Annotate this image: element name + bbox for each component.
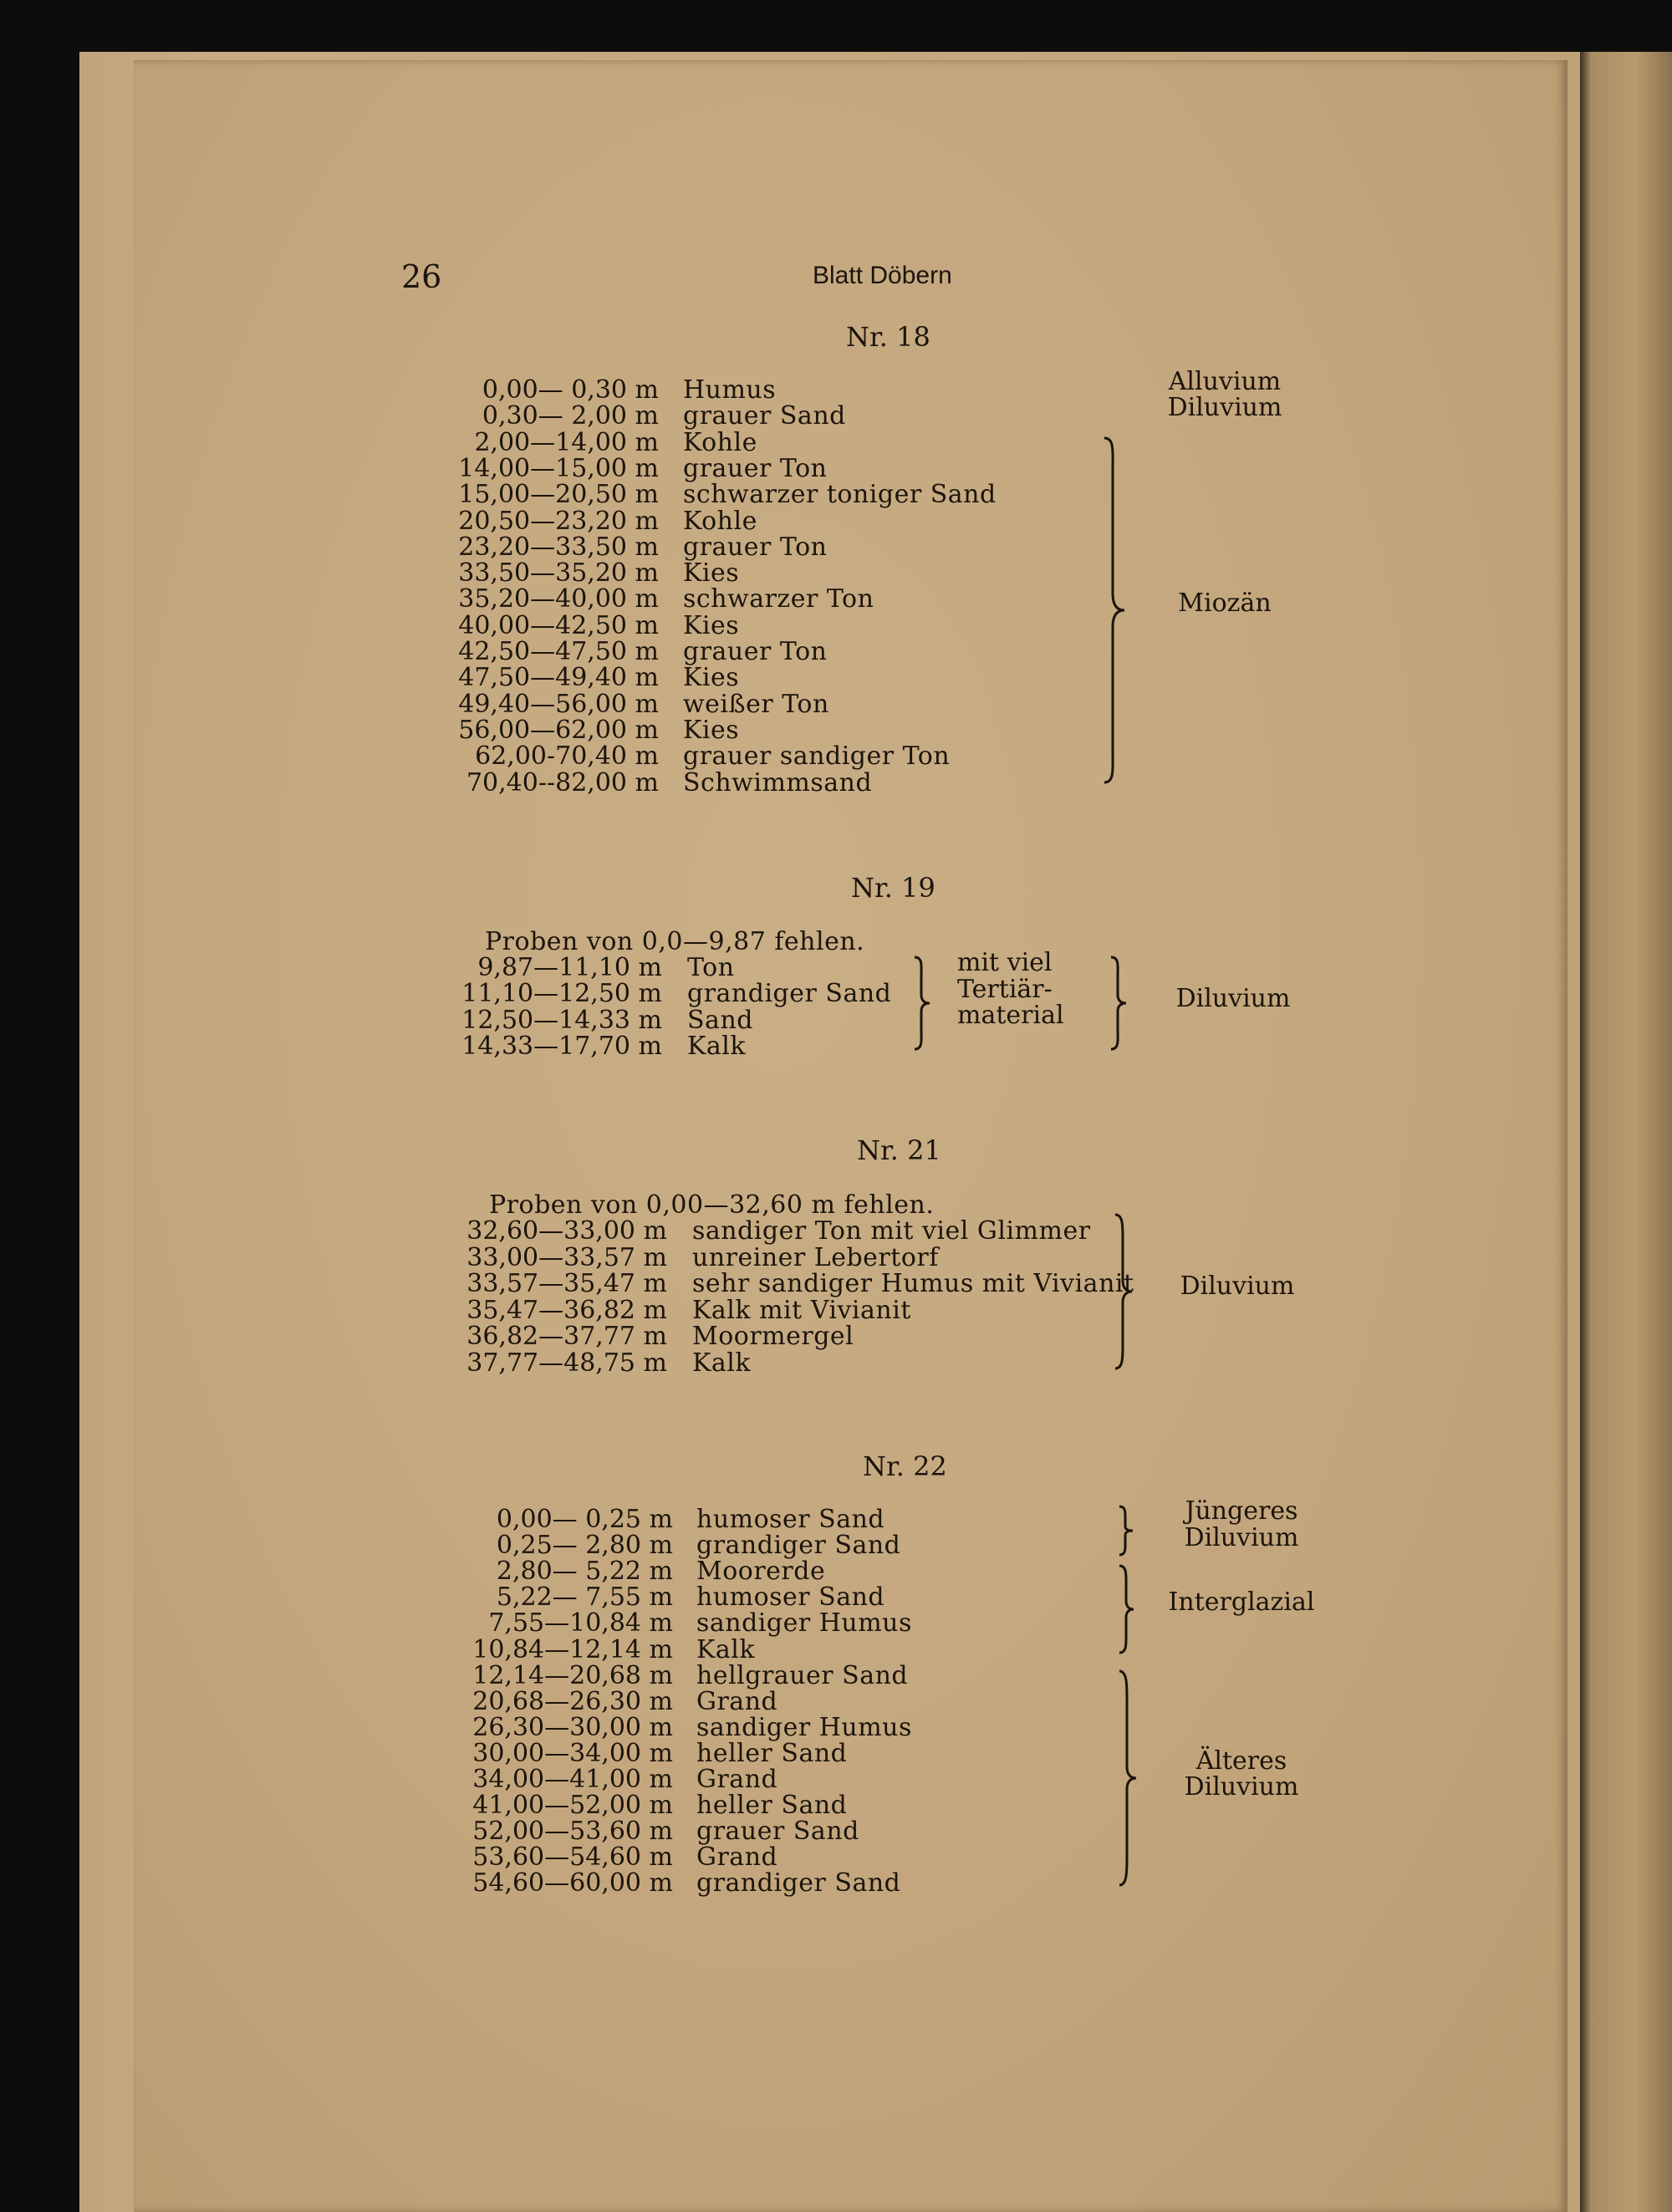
- depth-range: 23,20—33,50 m: [458, 532, 659, 562]
- depth-range: 12,14—20,68 m: [472, 1660, 673, 1690]
- brace-miozaen: [1099, 435, 1133, 786]
- depth-range: 49,40—56,00 m: [458, 689, 659, 719]
- depth-range: 2,80— 5,22 m: [496, 1557, 673, 1587]
- depth-range: 0,00— 0,30 m: [482, 375, 659, 405]
- stratum-juengeres-line2: Diluvium: [1184, 1523, 1299, 1552]
- depth-range: 26,30—30,00 m: [472, 1712, 673, 1742]
- layer-description: Moormergel: [692, 1322, 854, 1352]
- layer-description: Kalk: [692, 1348, 752, 1378]
- layer-description: Grand: [696, 1686, 778, 1716]
- depth-range: 12,50—14,33 m: [461, 1005, 662, 1035]
- stratum-alluvium: Alluvium: [1168, 367, 1282, 396]
- layer-description: sehr sandiger Humus mit Vivianit: [692, 1269, 1134, 1299]
- depth-range: 10,84—12,14 m: [472, 1634, 673, 1664]
- brace-diluvium-nr21: [1112, 1212, 1139, 1371]
- facing-page-edge: [1580, 52, 1672, 2212]
- depth-range: 47,50—49,40 m: [458, 663, 659, 693]
- depth-range: 56,00—62,00 m: [458, 715, 659, 745]
- stratum-interglazial: Interglazial: [1168, 1588, 1315, 1617]
- depth-range: 34,00—41,00 m: [472, 1765, 673, 1794]
- brace-note-nr19: [911, 955, 936, 1052]
- brace-interglazial: [1116, 1563, 1141, 1655]
- layer-description: schwarzer Ton: [683, 584, 874, 614]
- layer-description: grandiger Sand: [696, 1868, 901, 1899]
- layer-description: humoser Sand: [696, 1505, 885, 1534]
- layer-description: Grand: [696, 1842, 778, 1873]
- depth-range: 70,40--82,00 m: [466, 767, 659, 798]
- intro-nr19: Proben von 0,0—9,87 fehlen.: [485, 927, 865, 956]
- layer-description: schwarzer toniger Sand: [683, 480, 997, 510]
- depth-range: 33,57—35,47 m: [466, 1269, 667, 1299]
- layer-description: Schwimmsand: [683, 767, 873, 798]
- layer-description: Grand: [696, 1765, 778, 1794]
- stratum-diluvium-nr19: Diluvium: [1175, 984, 1291, 1013]
- depth-range: 53,60—54,60 m: [472, 1842, 673, 1873]
- layer-description: sandiger Ton mit viel Glimmer: [692, 1216, 1091, 1246]
- brace-juengeres: [1116, 1505, 1141, 1557]
- layer-description: Kalk: [687, 1031, 747, 1061]
- depth-range: 0,25— 2,80 m: [496, 1531, 673, 1561]
- layer-description: humoser Sand: [696, 1583, 885, 1613]
- depth-range: 9,87—11,10 m: [477, 953, 662, 982]
- depth-range: 20,50—23,20 m: [458, 506, 659, 536]
- section-title-nr18: Nr. 18: [846, 321, 930, 353]
- depth-range: 11,10—12,50 m: [461, 979, 662, 1009]
- note-line-1: mit viel: [957, 948, 1053, 977]
- layer-description: Kies: [683, 715, 740, 745]
- layer-description: Kohle: [683, 427, 757, 457]
- depth-range: 5,22— 7,55 m: [496, 1583, 673, 1613]
- depth-range: 0,00— 0,25 m: [496, 1505, 673, 1534]
- depth-range: 41,00—52,00 m: [472, 1791, 673, 1821]
- layer-description: grauer Sand: [683, 401, 846, 431]
- running-header: Blatt Döbern: [813, 262, 952, 289]
- section-title-nr21: Nr. 21: [857, 1134, 941, 1166]
- depth-range: 7,55—10,84 m: [488, 1608, 673, 1639]
- layer-description: Sand: [687, 1005, 753, 1035]
- layer-description: Kies: [683, 558, 740, 589]
- layer-description: sandiger Humus: [696, 1608, 912, 1639]
- layer-description: Kalk: [696, 1634, 756, 1664]
- layer-description: grauer sandiger Ton: [683, 742, 951, 772]
- page-number: 26: [401, 258, 442, 295]
- depth-range: 40,00—42,50 m: [458, 610, 659, 640]
- layer-description: grauer Ton: [683, 453, 828, 483]
- stratum-aelteres-line2: Diluvium: [1184, 1772, 1299, 1802]
- depth-range: 54,60—60,00 m: [472, 1868, 673, 1899]
- depth-range: 33,00—33,57 m: [466, 1242, 667, 1272]
- depth-range: 33,50—35,20 m: [458, 558, 659, 589]
- layer-description: heller Sand: [696, 1738, 848, 1768]
- stratum-juengeres-line1: Jüngeres: [1185, 1496, 1298, 1526]
- depth-range: 20,68—26,30 m: [472, 1686, 673, 1716]
- depth-range: 35,47—36,82 m: [466, 1295, 667, 1325]
- note-line-2: Tertiär-: [957, 975, 1053, 1004]
- layer-description: grauer Ton: [683, 637, 828, 666]
- stratum-diluvium: Diluvium: [1167, 393, 1282, 422]
- layer-description: Kies: [683, 610, 740, 640]
- brace-aelteres: [1116, 1669, 1143, 1888]
- depth-range: 2,00—14,00 m: [474, 427, 659, 457]
- layer-description: Kohle: [683, 506, 757, 536]
- note-line-3: material: [957, 1001, 1064, 1030]
- stratum-diluvium-nr21: Diluvium: [1180, 1272, 1295, 1301]
- layer-description: grauer Ton: [683, 532, 828, 562]
- depth-range: 37,77—48,75 m: [466, 1348, 667, 1378]
- layer-description: grandiger Sand: [687, 979, 892, 1009]
- layer-description: weißer Ton: [683, 689, 829, 719]
- depth-range: 42,50—47,50 m: [458, 637, 659, 666]
- layer-description: Kalk mit Vivianit: [692, 1295, 911, 1325]
- section-title-nr19: Nr. 19: [851, 872, 935, 904]
- layer-description: grandiger Sand: [696, 1531, 901, 1561]
- depth-range: 35,20—40,00 m: [458, 584, 659, 614]
- section-title-nr22: Nr. 22: [863, 1450, 947, 1482]
- layer-description: Humus: [683, 375, 777, 405]
- stratum-aelteres-line1: Älteres: [1195, 1746, 1287, 1776]
- layer-description: Moorerde: [696, 1557, 826, 1587]
- depth-range: 52,00—53,60 m: [472, 1817, 673, 1847]
- depth-range: 32,60—33,00 m: [466, 1216, 667, 1246]
- brace-diluvium-nr19: [1108, 955, 1133, 1052]
- depth-range: 30,00—34,00 m: [472, 1738, 673, 1768]
- layer-description: Ton: [687, 953, 735, 982]
- depth-range: 15,00—20,50 m: [458, 480, 659, 510]
- depth-range: 14,33—17,70 m: [461, 1031, 662, 1061]
- intro-nr21: Proben von 0,00—32,60 m fehlen.: [489, 1190, 935, 1220]
- layer-description: unreiner Lebertorf: [692, 1242, 939, 1272]
- depth-range: 36,82—37,77 m: [466, 1322, 667, 1352]
- depth-range: 14,00—15,00 m: [458, 453, 659, 483]
- layer-description: hellgrauer Sand: [696, 1660, 909, 1690]
- depth-range: 62,00-70,40 m: [475, 742, 659, 772]
- stratum-miozaen: Miozän: [1178, 589, 1272, 618]
- layer-description: grauer Sand: [696, 1817, 859, 1847]
- depth-range: 0,30— 2,00 m: [482, 401, 659, 431]
- layer-description: heller Sand: [696, 1791, 848, 1821]
- layer-description: sandiger Humus: [696, 1712, 912, 1742]
- layer-description: Kies: [683, 663, 740, 693]
